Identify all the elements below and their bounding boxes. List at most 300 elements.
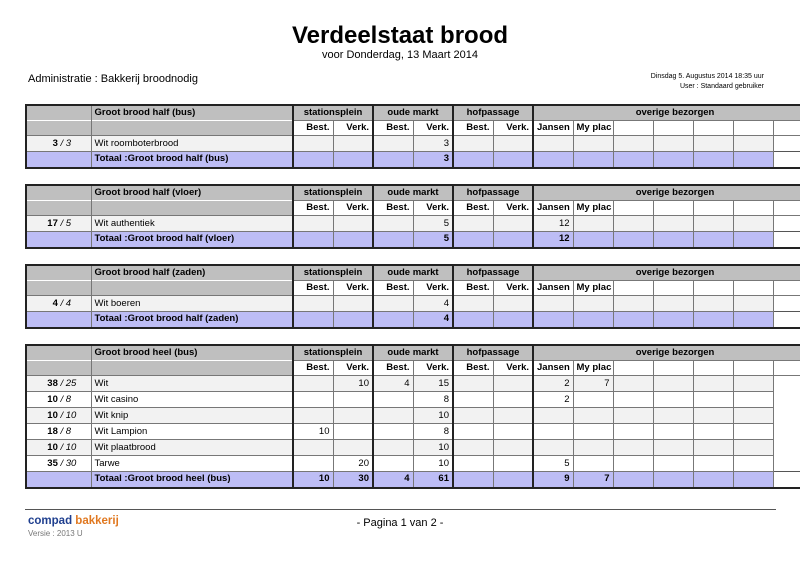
header-empty-cell	[91, 361, 293, 376]
value-cell	[453, 296, 493, 312]
value-cell	[293, 456, 333, 472]
distribution-table	[25, 264, 800, 329]
value-cell	[293, 376, 333, 392]
header-empty-cell	[613, 201, 653, 216]
sub-quantity: / 30	[60, 457, 77, 469]
value-cell: 7	[573, 376, 613, 392]
column-header-jansen: Jansen	[533, 281, 573, 296]
header-empty-cell	[653, 281, 693, 296]
header-empty-cell	[653, 361, 693, 376]
total-value-cell	[333, 232, 373, 248]
total-value-cell	[613, 232, 653, 248]
column-header-hofpassage: hofpassage	[453, 345, 533, 361]
product-name: Wit casino	[91, 392, 293, 408]
value-cell	[613, 392, 653, 408]
column-header-my-plac: My plac	[573, 281, 613, 296]
value-cell	[693, 296, 733, 312]
column-header-oude-markt: oude markt	[373, 265, 453, 281]
column-header-best: Best.	[373, 201, 413, 216]
total-value-cell	[573, 312, 613, 328]
header-empty-cell	[613, 361, 653, 376]
sub-quantity: / 3	[60, 137, 72, 149]
value-cell	[453, 408, 493, 424]
value-cell	[493, 456, 533, 472]
total-quantity: 18	[47, 425, 58, 437]
quantity-cell	[26, 136, 91, 152]
table-header-row	[26, 265, 800, 281]
brand-name-part1: compad	[28, 515, 73, 527]
header-empty-cell	[773, 121, 800, 136]
column-header-jansen: Jansen	[533, 121, 573, 136]
column-header-overige-bezorgen: overige bezorgen	[533, 345, 800, 361]
value-cell	[653, 376, 693, 392]
header-empty-cell	[26, 361, 91, 376]
value-cell: 10	[413, 440, 453, 456]
value-cell	[693, 216, 733, 232]
value-cell	[653, 440, 693, 456]
value-cell	[613, 424, 653, 440]
column-header-oude-markt: oude markt	[373, 185, 453, 201]
table-row	[26, 376, 800, 392]
product-name: Wit plaatbrood	[91, 440, 293, 456]
header-empty-cell	[733, 201, 773, 216]
total-value-cell	[613, 152, 653, 168]
total-value-cell: 4	[413, 312, 453, 328]
value-cell	[653, 424, 693, 440]
column-header-my-plac: My plac	[573, 121, 613, 136]
total-value-cell	[733, 312, 773, 328]
value-cell	[453, 440, 493, 456]
quantity-cell	[26, 456, 91, 472]
column-header-stationsplein: stationsplein	[293, 105, 373, 121]
value-cell	[733, 392, 773, 408]
table-row	[26, 136, 800, 152]
value-cell	[453, 136, 493, 152]
value-cell	[493, 216, 533, 232]
total-label: Totaal :Groot brood half (bus)	[91, 152, 293, 168]
table-row	[26, 392, 800, 408]
table-row	[26, 440, 800, 456]
page-title: Verdeelstaat brood	[291, 22, 509, 49]
table-row	[26, 296, 800, 312]
column-header-best: Best.	[373, 121, 413, 136]
total-label: Totaal :Groot brood heel (bus)	[91, 472, 293, 488]
value-cell	[573, 408, 613, 424]
value-cell	[573, 456, 613, 472]
column-header-my-plac: My plac	[573, 361, 613, 376]
value-cell	[373, 392, 413, 408]
column-header-best: Best.	[293, 361, 333, 376]
column-header-best: Best.	[453, 121, 493, 136]
value-cell	[733, 440, 773, 456]
value-cell	[493, 408, 533, 424]
total-quantity: 4	[52, 297, 58, 309]
total-value-cell	[533, 152, 573, 168]
value-cell	[733, 216, 773, 232]
total-empty-cell	[26, 472, 91, 488]
column-header-verk: Verk.	[333, 201, 373, 216]
page-subtitle: voor Donderdag, 13 Maart 2014	[322, 49, 478, 61]
column-header-best: Best.	[373, 281, 413, 296]
column-header-verk: Verk.	[413, 361, 453, 376]
product-name: Wit	[91, 376, 293, 392]
header-empty-cell	[693, 361, 733, 376]
table-subheader-row	[26, 361, 800, 376]
column-header-overige-bezorgen: overige bezorgen	[533, 105, 800, 121]
total-value-cell	[613, 472, 653, 488]
value-cell	[653, 136, 693, 152]
total-empty-cell	[26, 312, 91, 328]
quantity-cell	[26, 216, 91, 232]
header-empty-cell	[26, 105, 91, 121]
sub-quantity: / 25	[60, 377, 77, 389]
column-header-stationsplein: stationsplein	[293, 185, 373, 201]
column-header-overige-bezorgen: overige bezorgen	[533, 185, 800, 201]
value-cell	[733, 456, 773, 472]
value-cell: 2	[533, 376, 573, 392]
quantity-cell	[26, 376, 91, 392]
value-cell	[453, 376, 493, 392]
table-row	[26, 216, 800, 232]
quantity-cell	[26, 296, 91, 312]
value-cell: 15	[413, 376, 453, 392]
value-cell	[693, 376, 733, 392]
value-cell	[373, 136, 413, 152]
total-value-cell	[453, 312, 493, 328]
value-cell	[653, 408, 693, 424]
column-header-stationsplein: stationsplein	[293, 345, 373, 361]
value-cell: 12	[533, 216, 573, 232]
total-value-cell	[293, 152, 333, 168]
column-header-best: Best.	[453, 201, 493, 216]
value-cell	[293, 408, 333, 424]
sub-quantity: / 5	[60, 217, 72, 229]
value-cell: 10	[413, 456, 453, 472]
total-value-cell	[653, 472, 693, 488]
column-header-jansen: Jansen	[533, 361, 573, 376]
column-header-verk: Verk.	[413, 281, 453, 296]
value-cell	[453, 392, 493, 408]
total-value-cell: 3	[413, 152, 453, 168]
footer-divider	[25, 509, 776, 510]
header-empty-cell	[653, 121, 693, 136]
table-total-row	[26, 152, 800, 168]
value-cell	[693, 424, 733, 440]
value-cell	[333, 216, 373, 232]
header-empty-cell	[91, 121, 293, 136]
header-empty-cell	[91, 281, 293, 296]
value-cell	[693, 456, 733, 472]
column-header-hofpassage: hofpassage	[453, 105, 533, 121]
value-cell: 10	[413, 408, 453, 424]
value-cell: 4	[373, 376, 413, 392]
value-cell	[453, 456, 493, 472]
value-cell	[533, 424, 573, 440]
value-cell	[613, 136, 653, 152]
value-cell	[533, 440, 573, 456]
total-value-cell	[493, 232, 533, 248]
total-empty-cell	[26, 152, 91, 168]
total-value-cell: 9	[533, 472, 573, 488]
column-header-overige-bezorgen: overige bezorgen	[533, 265, 800, 281]
table-header-row	[26, 185, 800, 201]
value-cell	[373, 424, 413, 440]
quantity-cell	[26, 424, 91, 440]
total-value-cell	[693, 232, 733, 248]
value-cell	[293, 136, 333, 152]
total-quantity: 10	[47, 441, 58, 453]
total-label: Totaal :Groot brood half (vloer)	[91, 232, 293, 248]
column-header-hofpassage: hofpassage	[453, 185, 533, 201]
total-value-cell	[573, 152, 613, 168]
quantity-cell	[26, 392, 91, 408]
total-quantity: 35	[47, 457, 58, 469]
value-cell: 8	[413, 392, 453, 408]
column-header-oude-markt: oude markt	[373, 105, 453, 121]
sub-quantity: / 10	[60, 409, 77, 421]
value-cell	[733, 408, 773, 424]
total-value-cell	[493, 472, 533, 488]
column-header-best: Best.	[453, 281, 493, 296]
total-value-cell: 7	[573, 472, 613, 488]
table-row	[26, 456, 800, 472]
group-title: Groot brood half (zaden)	[91, 265, 293, 281]
value-cell	[533, 136, 573, 152]
total-value-cell	[453, 472, 493, 488]
total-quantity: 10	[47, 409, 58, 421]
value-cell	[653, 296, 693, 312]
total-quantity: 10	[47, 393, 58, 405]
value-cell: 5	[413, 216, 453, 232]
value-cell: 8	[413, 424, 453, 440]
value-cell	[573, 136, 613, 152]
total-value-cell	[373, 152, 413, 168]
product-name: Wit boeren	[91, 296, 293, 312]
value-cell: 2	[533, 392, 573, 408]
header-empty-cell	[613, 121, 653, 136]
column-header-verk: Verk.	[493, 361, 533, 376]
value-cell	[373, 456, 413, 472]
value-cell	[613, 456, 653, 472]
column-header-verk: Verk.	[333, 121, 373, 136]
total-value-cell: 4	[373, 472, 413, 488]
group-title: Groot brood heel (bus)	[91, 345, 293, 361]
total-quantity: 17	[47, 217, 58, 229]
value-cell	[613, 408, 653, 424]
brand-name-part2: bakkerij	[75, 515, 119, 527]
column-header-best: Best.	[373, 361, 413, 376]
value-cell	[333, 408, 373, 424]
product-name: Wit knip	[91, 408, 293, 424]
value-cell: 10	[333, 376, 373, 392]
total-value-cell: 30	[333, 472, 373, 488]
total-value-cell	[733, 152, 773, 168]
sub-quantity: / 10	[60, 441, 77, 453]
value-cell	[693, 136, 733, 152]
value-cell	[333, 296, 373, 312]
table-subheader-row	[26, 281, 800, 296]
total-value-cell	[373, 232, 413, 248]
value-cell	[333, 392, 373, 408]
value-cell	[493, 392, 533, 408]
total-value-cell: 5	[413, 232, 453, 248]
column-header-my-plac: My plac	[573, 201, 613, 216]
value-cell	[613, 440, 653, 456]
value-cell: 20	[333, 456, 373, 472]
total-value-cell	[453, 152, 493, 168]
column-header-verk: Verk.	[413, 121, 453, 136]
page-number: - Pagina 1 van 2 -	[356, 517, 444, 529]
header-empty-cell	[773, 201, 800, 216]
table-subheader-row	[26, 201, 800, 216]
value-cell	[293, 440, 333, 456]
print-user: User : Standaard gebruiker	[679, 83, 764, 90]
total-label: Totaal :Groot brood half (zaden)	[91, 312, 293, 328]
header-empty-cell	[693, 121, 733, 136]
version-label: Versie : 2013 U	[28, 529, 83, 538]
total-value-cell	[653, 232, 693, 248]
group-title: Groot brood half (vloer)	[91, 185, 293, 201]
administration-label: Administratie : Bakkerij broodnodig	[28, 73, 198, 85]
table-row	[26, 424, 800, 440]
table-total-row	[26, 312, 800, 328]
total-value-cell: 10	[293, 472, 333, 488]
value-cell: 10	[293, 424, 333, 440]
value-cell	[573, 296, 613, 312]
value-cell	[373, 296, 413, 312]
column-header-best: Best.	[293, 281, 333, 296]
value-cell	[693, 440, 733, 456]
sub-quantity: / 4	[60, 297, 72, 309]
header-empty-cell	[733, 281, 773, 296]
value-cell	[533, 296, 573, 312]
value-cell	[293, 216, 333, 232]
print-date: Dinsdag 5. Augustus 2014 18:35 uur	[650, 73, 764, 80]
value-cell	[613, 296, 653, 312]
value-cell	[573, 424, 613, 440]
value-cell	[293, 392, 333, 408]
column-header-verk: Verk.	[493, 281, 533, 296]
group-title: Groot brood half (bus)	[91, 105, 293, 121]
quantity-cell	[26, 408, 91, 424]
value-cell	[453, 424, 493, 440]
total-value-cell	[693, 152, 733, 168]
column-header-best: Best.	[453, 361, 493, 376]
column-header-verk: Verk.	[413, 201, 453, 216]
value-cell	[373, 216, 413, 232]
value-cell: 5	[533, 456, 573, 472]
column-header-best: Best.	[293, 201, 333, 216]
header-empty-cell	[693, 201, 733, 216]
table-header-row	[26, 345, 800, 361]
table-subheader-row	[26, 121, 800, 136]
table-row	[26, 408, 800, 424]
total-value-cell	[533, 312, 573, 328]
total-value-cell	[733, 472, 773, 488]
value-cell	[573, 392, 613, 408]
total-value-cell	[693, 472, 733, 488]
value-cell: 4	[413, 296, 453, 312]
distribution-table	[25, 104, 800, 169]
column-header-verk: Verk.	[333, 281, 373, 296]
header-empty-cell	[26, 121, 91, 136]
quantity-cell	[26, 440, 91, 456]
sub-quantity: / 8	[60, 425, 72, 437]
value-cell	[333, 136, 373, 152]
total-quantity: 38	[47, 377, 58, 389]
column-header-verk: Verk.	[493, 121, 533, 136]
total-value-cell	[493, 312, 533, 328]
value-cell	[493, 376, 533, 392]
header-empty-cell	[773, 281, 800, 296]
total-value-cell	[293, 312, 333, 328]
column-header-stationsplein: stationsplein	[293, 265, 373, 281]
header-empty-cell	[26, 345, 91, 361]
total-value-cell	[333, 152, 373, 168]
total-value-cell	[293, 232, 333, 248]
value-cell	[653, 216, 693, 232]
total-value-cell	[613, 312, 653, 328]
header-empty-cell	[733, 121, 773, 136]
value-cell	[373, 440, 413, 456]
value-cell	[573, 216, 613, 232]
value-cell	[333, 440, 373, 456]
column-header-verk: Verk.	[333, 361, 373, 376]
product-name: Tarwe	[91, 456, 293, 472]
table-total-row	[26, 472, 800, 488]
total-value-cell	[333, 312, 373, 328]
header-empty-cell	[26, 281, 91, 296]
value-cell	[533, 408, 573, 424]
value-cell	[733, 376, 773, 392]
total-value-cell	[653, 312, 693, 328]
value-cell	[453, 216, 493, 232]
value-cell	[653, 456, 693, 472]
header-empty-cell	[653, 201, 693, 216]
table-header-row	[26, 105, 800, 121]
header-empty-cell	[26, 201, 91, 216]
distribution-table	[25, 184, 800, 249]
total-value-cell	[653, 152, 693, 168]
header-empty-cell	[26, 185, 91, 201]
table-total-row	[26, 232, 800, 248]
value-cell	[493, 296, 533, 312]
value-cell	[613, 216, 653, 232]
total-value-cell	[573, 232, 613, 248]
value-cell	[493, 424, 533, 440]
header-empty-cell	[613, 281, 653, 296]
total-value-cell: 12	[533, 232, 573, 248]
value-cell	[493, 440, 533, 456]
total-value-cell	[733, 232, 773, 248]
column-header-jansen: Jansen	[533, 201, 573, 216]
value-cell	[653, 392, 693, 408]
value-cell	[493, 136, 533, 152]
total-empty-cell	[26, 232, 91, 248]
total-value-cell	[693, 312, 733, 328]
value-cell	[573, 440, 613, 456]
value-cell	[333, 424, 373, 440]
column-header-best: Best.	[293, 121, 333, 136]
product-name: Wit Lampion	[91, 424, 293, 440]
value-cell	[293, 296, 333, 312]
value-cell	[373, 408, 413, 424]
value-cell	[733, 296, 773, 312]
value-cell	[733, 424, 773, 440]
total-value-cell	[373, 312, 413, 328]
value-cell	[693, 392, 733, 408]
column-header-oude-markt: oude markt	[373, 345, 453, 361]
